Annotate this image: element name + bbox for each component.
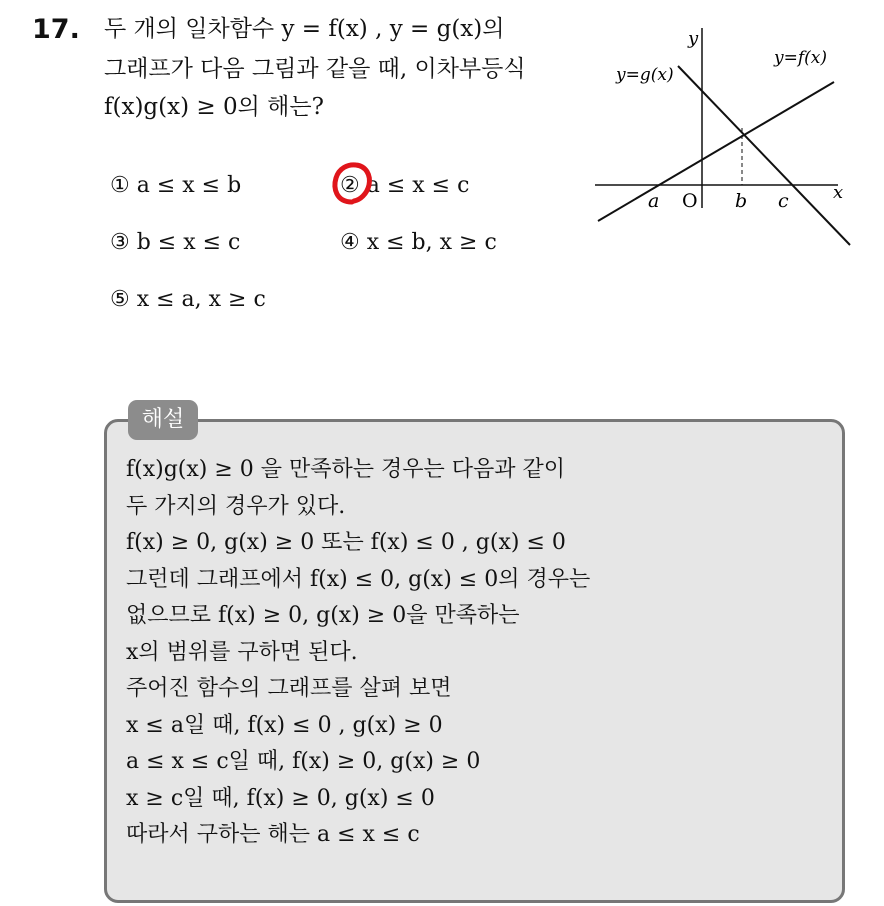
solution-line: 주어진 함수의 그래프를 살펴 보면 (126, 676, 452, 701)
line-g-label: y=g(x) (616, 65, 674, 85)
line-f-label: y=f(x) (774, 48, 827, 68)
x-axis-label: x (833, 182, 844, 203)
solution-line: f(x) ≥ 0, g(x) ≥ 0 또는 f(x) ≤ 0 , g(x) ≤ 0 (126, 530, 566, 555)
line-f (598, 82, 834, 221)
point-c-label: c (778, 190, 789, 212)
selection-circle-mark (328, 158, 378, 214)
graph (590, 18, 855, 253)
solution-line: a ≤ x ≤ c일 때, f(x) ≥ 0, g(x) ≥ 0 (126, 749, 481, 774)
solution-tag: 해설 (128, 400, 198, 440)
solution-text (126, 452, 590, 854)
solution-line: x ≥ c일 때, f(x) ≥ 0, g(x) ≤ 0 (126, 785, 435, 811)
solution-line: 그런데 그래프에서 f(x) ≤ 0, g(x) ≤ 0의 경우는 (126, 566, 591, 592)
solution-line: 두 가지의 경우가 있다. (126, 493, 346, 519)
question-number: 17. (32, 14, 80, 45)
option-2-text: a ≤ x ≤ c (366, 173, 470, 198)
solution-line: 없으므로 f(x) ≥ 0, g(x) ≥ 0을 만족하는 (126, 603, 520, 628)
solution-line: 따라서 구하는 해는 a ≤ x ≤ c (126, 822, 420, 847)
question-line-2: 그래프가 다음 그림과 같을 때, 이차부등식 (104, 56, 526, 82)
option-5[interactable]: ⑤ x ≤ a, x ≥ c (110, 287, 266, 312)
solution-line: f(x)g(x) ≥ 0 을 만족하는 경우는 다음과 같이 (126, 457, 566, 482)
question-line-3: f(x)g(x) ≥ 0의 해는? (104, 94, 324, 120)
line-g (678, 66, 850, 245)
y-axis-label: y (688, 28, 699, 49)
option-4[interactable]: ④ x ≤ b, x ≥ c (340, 230, 497, 255)
origin-label: O (682, 190, 698, 212)
point-b-label: b (735, 190, 748, 212)
option-2-marker: ② (340, 173, 367, 198)
solution-line: x ≤ a일 때, f(x) ≤ 0 , g(x) ≥ 0 (126, 712, 443, 738)
solution-line: x의 범위를 구하면 된다. (126, 639, 358, 665)
point-a-label: a (648, 190, 660, 212)
option-3[interactable]: ③ b ≤ x ≤ c (110, 230, 241, 255)
option-1[interactable]: ① a ≤ x ≤ b (110, 173, 242, 198)
question-line-1: 두 개의 일차함수 y = f(x) , y = g(x)의 (104, 16, 505, 42)
